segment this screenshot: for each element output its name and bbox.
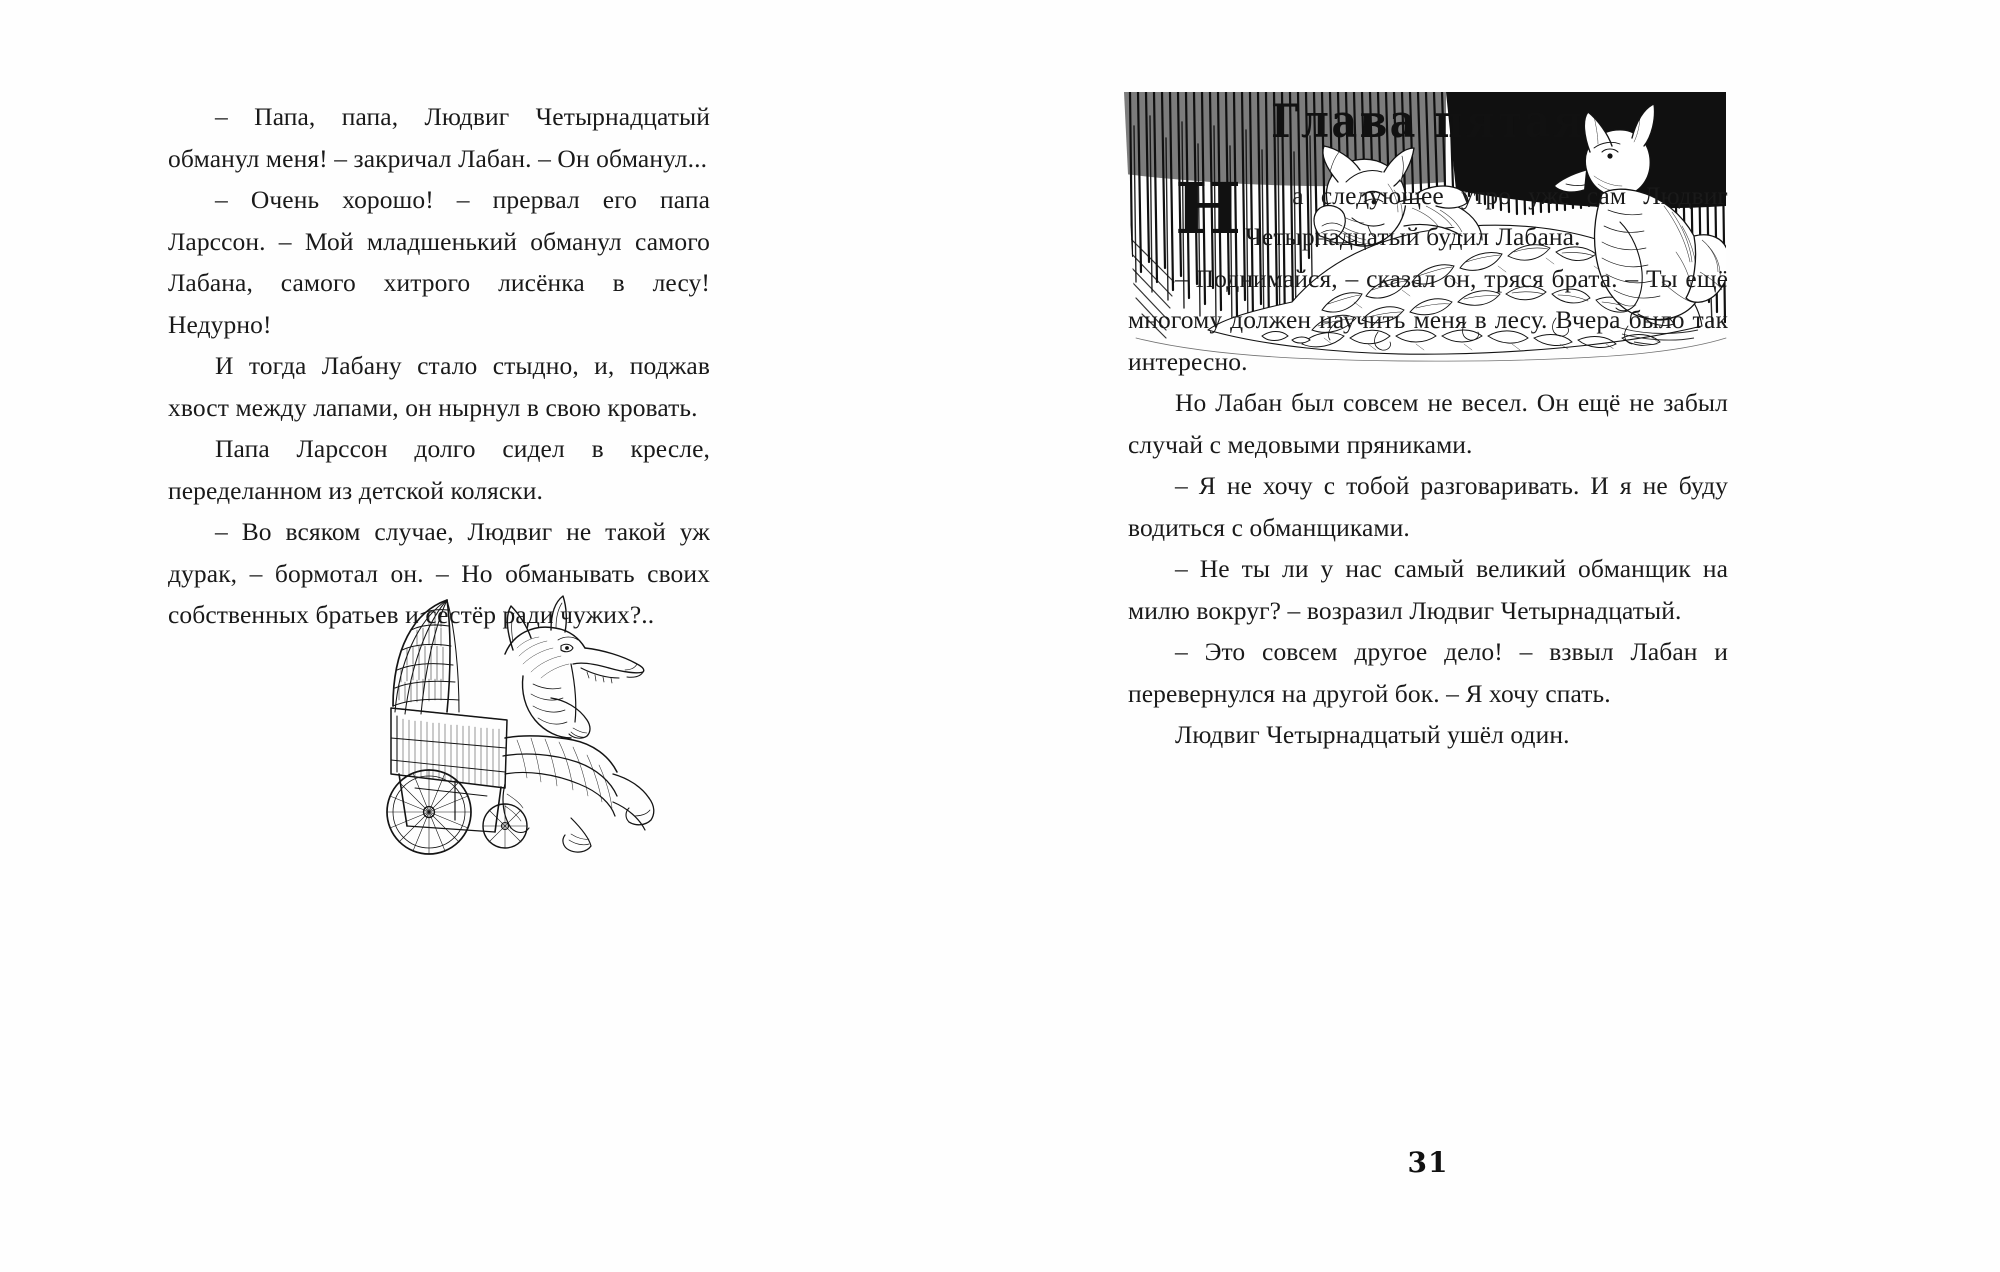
paragraph: – Я не хочу с тобой разговаривать. И я не буду водиться с обманщиками.: [1128, 471, 1728, 542]
paragraph: Папа Ларссон долго сидел в кресле, переделанном из детской коляски.: [168, 434, 710, 505]
drop-cap: Н: [1175, 166, 1242, 250]
right-text-column: [1128, 96, 1728, 756]
opening-paragraph-text: а следующее утро уже сам Людвиг Четырнадцатый будил Лабана.: [1245, 180, 1728, 252]
paragraph: Людвиг Четырнадцатый ушёл один.: [1175, 720, 1570, 750]
paragraph: – Это совсем другое дело! – взвыл Лабан и перевернулся на другой бок. – Я хочу спать.: [1128, 637, 1728, 708]
paragraph: – Не ты ли у нас самый великий обманщик на милю вокруг? – возразил Людвиг Четырнадцатый.: [1128, 554, 1728, 625]
opening-paragraph: [1128, 166, 1728, 258]
left-text-column: [168, 96, 710, 636]
chapter-heading: Глава пятая: [1271, 94, 1585, 148]
paragraph: Но Лабан был совсем не весел. Он ещё не забыл случай с медовыми пряниками.: [1128, 388, 1728, 459]
paragraph: – Во всяком случае, Людвиг не такой уж дурак, – бормотал он. – Но обманывать своих собственных братьев и сестёр ради чужих?..: [168, 517, 710, 629]
paragraph: И тогда Лабану стало стыдно, и, поджав хвост между лапами, он нырнул в свою кровать.: [168, 351, 710, 422]
fox-in-pram-armchair-illustration: [355, 588, 685, 858]
paragraph: – Очень хорошо! – прервал его папа Ларссон. – Мой младшенький обманул самого Лабана, самого хитрого лисёнка в лесу! Недурно!: [168, 185, 710, 339]
paragraph: – Поднимайся, – сказал он, тряся брата. – Ты ещё многому должен научить меня в лесу. Вчера было так интересно.: [1128, 263, 1728, 376]
paragraph: – Папа, папа, Людвиг Четырнадцатый обманул меня! – закричал Лабан. – Он обманул...: [168, 102, 710, 173]
page-number: 31: [1407, 1146, 1449, 1179]
